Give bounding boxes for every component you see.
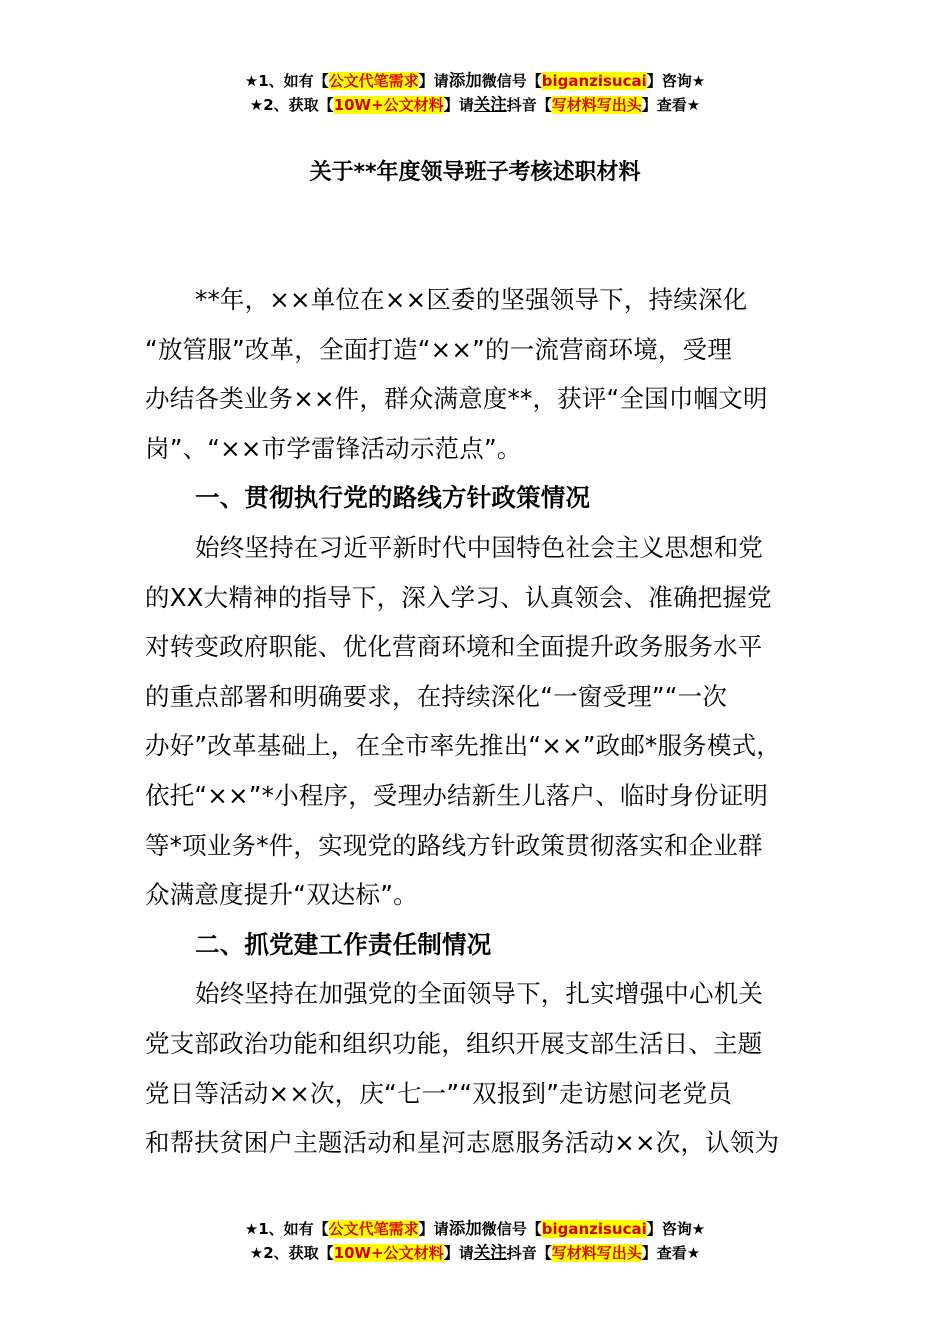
- promo-douyin-id: 写材料写出头: [551, 96, 642, 114]
- paragraph-line: 等*项业务*件，实现党的路线方针政策贯彻落实和企业群: [145, 830, 763, 860]
- paragraph-line: **年，××单位在××区委的坚强领导下，持续深化: [195, 285, 748, 314]
- document-body: [145, 275, 835, 1168]
- promo-suffix: 】咨询★: [646, 72, 706, 90]
- promo-douyin-id: 写材料写出头: [551, 1244, 642, 1262]
- promo-emphasis: 添加: [448, 1219, 482, 1238]
- promo-text: 】请: [443, 1244, 474, 1262]
- paragraph-line: 党支部政治功能和组织功能，组织开展支部生活日、主题: [145, 1028, 763, 1058]
- promo-highlight: 10W+公文材料: [333, 96, 444, 114]
- promo-emphasis: 添加: [448, 71, 482, 90]
- promo-prefix: ★2、获取【: [249, 96, 334, 114]
- promo-bottom-line-2: [0, 1242, 950, 1264]
- promo-text: 抖音【: [506, 1244, 552, 1262]
- paragraph-line: 党日等活动××次，庆“七一”“双报到”走访慰问老党员: [145, 1078, 733, 1108]
- promo-text: 抖音【: [506, 96, 552, 114]
- paragraph-line: 办好”改革基础上，在全市率先推出“××”政邮*服务模式，: [145, 731, 781, 761]
- promo-suffix: 】咨询★: [646, 1220, 706, 1238]
- promo-highlight: 10W+公文材料: [333, 1244, 444, 1262]
- paragraph-line: “放管服”改革，全面打造“××”的一流营商环境，受理: [145, 334, 733, 364]
- paragraph-line: 的重点部署和明确要求，在持续深化“一窗受理”“一次: [145, 681, 728, 711]
- promo-prefix: ★2、获取【: [249, 1244, 334, 1262]
- promo-text: 微信号【: [481, 1220, 542, 1238]
- promo-emphasis: 关注: [473, 95, 507, 114]
- promo-wechat-id: biganzisucai: [541, 1220, 647, 1238]
- paragraph-line: 始终坚持在加强党的全面领导下，扎实增强中心机关: [195, 979, 764, 1009]
- promo-text: 】请: [418, 1220, 449, 1238]
- promo-prefix: ★1、如有【: [244, 1220, 329, 1238]
- section-heading: 一、贯彻执行党的路线方针政策情况: [195, 483, 591, 513]
- paragraph-line: 依托“××”*小程序，受理办结新生儿落户、临时身份证明: [145, 780, 769, 810]
- promo-prefix: ★1、如有【: [244, 72, 329, 90]
- paragraph-line: 岗”、“××市学雷锋活动示范点”。: [145, 433, 522, 463]
- promo-wechat-id: biganzisucai: [541, 72, 647, 90]
- paragraph-line: 众满意度提升“双达标”。: [145, 880, 418, 910]
- promo-top-line-2: [0, 94, 950, 116]
- paragraph-line: 和帮扶贫困户主题活动和星河志愿服务活动××次，认领为: [145, 1128, 780, 1158]
- paragraph-line: 对转变政府职能、优化营商环境和全面提升政务服务水平: [145, 632, 763, 662]
- paragraph-line: 始终坚持在习近平新时代中国特色社会主义思想和党: [195, 532, 764, 562]
- paragraph-line: 的XX大精神的指导下，深入学习、认真领会、准确把握党: [145, 582, 772, 612]
- promo-text: 微信号【: [481, 72, 542, 90]
- promo-suffix: 】查看★: [641, 1244, 701, 1262]
- document-title: 关于**年度领导班子考核述职材料: [309, 160, 641, 185]
- promo-text: 】请: [418, 72, 449, 90]
- paragraph-line: 办结各类业务××件，群众满意度**，获评“全国巾帼文明: [145, 384, 768, 414]
- promo-highlight: 公文代笔需求: [328, 72, 419, 90]
- promo-text: 】请: [443, 96, 474, 114]
- promo-suffix: 】查看★: [641, 96, 701, 114]
- section-heading: 二、抓党建工作责任制情况: [195, 929, 492, 959]
- promo-emphasis: 关注: [473, 1243, 507, 1262]
- promo-top-line-1: [0, 70, 950, 92]
- promo-bottom-line-1: [0, 1218, 950, 1240]
- promo-highlight: 公文代笔需求: [328, 1220, 419, 1238]
